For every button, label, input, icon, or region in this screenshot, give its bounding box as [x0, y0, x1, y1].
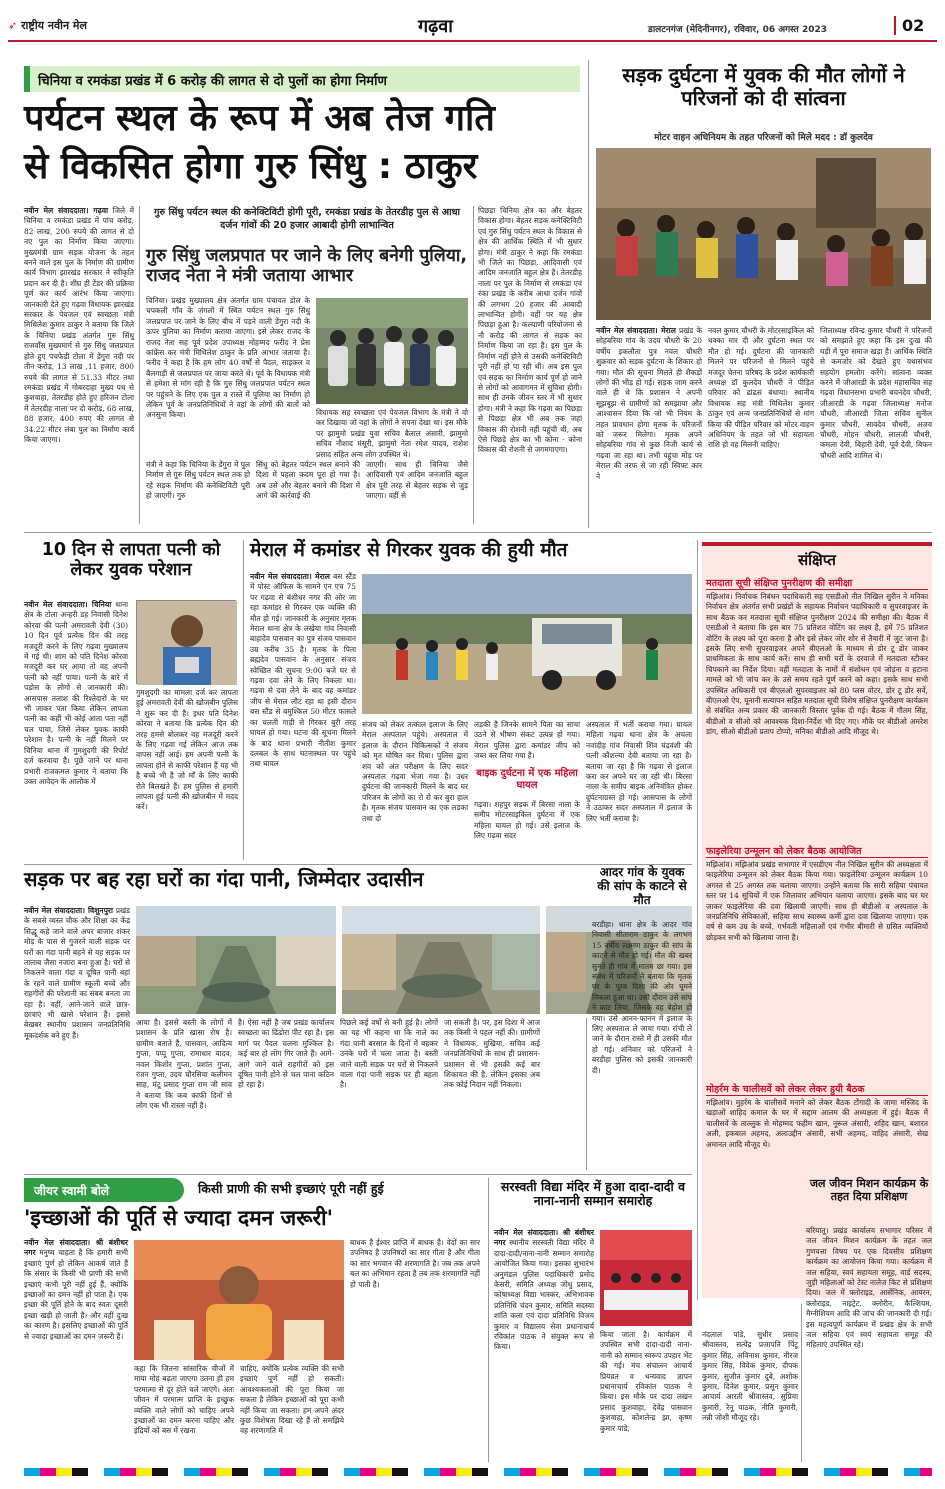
top-story-headline-2: से विकसित होगा गुरु सिंधु : ठाकुर: [24, 146, 478, 187]
jeeyar-col-4: बाधक है ईश्वर प्राप्ति में बाधक है। वेदों का सार उपनिषद है उपनिषदों का सार गीता है और गीता का सार भगवान की शरणागति है। जब तक अपने बल का अभिमान रहता है तब तक शरणागति नहीं हो पाती है।: [350, 1238, 480, 1289]
top-story-col-4: जाएगी। साथ ही चिनिया जैसे आदिवासी एवं आदिम जनजाति बहुल क्षेत्र पूरी तरह से बेहतर सड़क से जुड़ जाएगा। वहीं से: [366, 460, 468, 501]
drain-col-1: नवीन मेल संवाददाता। विशुनपुरा प्रखंड के सबसे व्यस्त चौक और शिक्षा का केंद्र सिद्धू कहे जाने वाले अपर बाजार शंकर मोड़ के पास से गुजरने वाली सड़क पर घरों का गंदा पानी बहने से यह सड़क पर तालाब जैसा नजारा बना हुआ है। घरों से निकलने वाला गंदा व दूषित पानी बहां के रहने वाले ग्रामीण स्कूली बच्चे और राहगीरों की परेशानी का सबब बनता जा रहा है। वहीं, आने-जाने वाले छात्र-छात्राएं भी खासे परेशान हैं। इससे बेखबर स्थानीय प्रशासन जनप्रतिनिधि मूकदर्शक बने हुए हैं।: [24, 906, 130, 1040]
jeeyar-kicker-text: किसी प्राणी की सभी इच्छाएं पूरी नहीं हुई: [198, 1181, 384, 1196]
training-body: बरियातू। प्रखंड कार्यालय सभागार परिसर में जल जीवन मिशन कार्यक्रम के तहत जल गुणवत्ता विषय पर एक दिवसीय प्रशिक्षण कार्यक्रम का आयोजन किया गया। कार्यक्रम में जल सहिया, स्वयं सहायता समूह, वार्ड सदस्य, जुड़ी महिलाओं को टेस्ट नालेज किट से प्रशिक्षण दिया। जल में फ्लोराइड, आर्सेनिक, आयरन, क्लोराइड, नाइट्रेट, क्लोरीन, कैल्शियम, मैग्नीशियम आदि की जांच की जानकारी दी गई। इस महत्वपूर्ण कार्यक्रम में प्रखंड क्षेत्र के सभी जल सहिया एवं स्वयं सहायता समूह की महिलाएं उपस्थित रहे।: [806, 1226, 932, 1350]
pulia-story-col-2: विधायक सह स्वच्छता एवं पेयजल विभाग के मंत्री ने वो कर दिखाया जो वहां के लोगों ने सपना देखा था। इस मौके पर झामुमो प्रखंड युवा सचिव बैलाल अंसारी, झामुमो सचिव नौशाद मंसूरी, झामुमो नेता रमेश यादव, राशेश प्रसाद सहित अन्य लोग उपस्थित थे।: [316, 408, 468, 459]
top-story-col-2: मंत्री ने कहा कि चिनिया के डेंगुरा में पुल निर्माण से गुरु सिंधु पर्यटन स्थल तक हो रहे सड़क निर्माण की कनेक्टिविटी पूरी हो जाएगी। गुरु: [146, 460, 250, 501]
top-story-col-3: सिंधु को बेहतर पर्यटन स्थल बनाने की दिशा में पहला कदम पूरा हो गया है। अब उसे और बेहतर बनाने की दिशा में आगे की कार्रवाई की: [256, 460, 360, 501]
column-rule: [801, 1304, 802, 1462]
drain-col-3: है। ऐसा नहीं है जब प्रखंड कार्यालय स्वच्छता का ढिंढोरा पीट रहा है। इस मार्ग पर पैदल चलना मुश्किल है। कई बार हो लोग गिर जाते हैं। आगे-आगे जाने वाले राहगीरों को इस दूषित पानी होने से चल पाना कठिन हो रहा है।: [238, 1018, 334, 1090]
drain-col-4: पिछले कई वर्षों से बनी हुई है। लोगों का यह भी कहना था कि नाले का गंदा पानी बरसात के दिनों में बहकर उनके घरों में चला जाता है। बस्ती जाने वाली सड़क पर घरों से निकलने वाला गंदा पानी सड़क पर ही बहता है।: [340, 1018, 438, 1090]
sankshipt-item-2-title: फाइलेरिया उन्मूलन को लेकर बैठक आयोजित: [706, 844, 928, 858]
saraswati-col-1: नवीन मेल संवाददाता। श्री बंशीधर नगर स्थानीय सरस्वती विद्या मंदिर में दादा-दादी/नाना-नानी सम्मान समारोह आयोजित किया गया। इसका शुभारंभ अनुमंडल पुलिस पदाधिकारी प्रमोद केसरी, समिति अध्यक्ष जोधु प्रसाद, कोषाध्यक्ष विद्या भास्कर, अभिभावक प्रतिनिधि चंदन कुमार, समिति सदस्या शांति कला एवं दादा प्रतिनिधि विजय कुमार व विद्यालय सेवा प्रधानाचार्य रविकांत पाठक ने संयुक्त रूप से किया।: [494, 1228, 594, 1352]
drain-photo-1: [136, 906, 336, 1014]
sankshipt-item-1-title: मतदाता सूची संक्षिप्त पुनरीक्षण की समीक्षा: [706, 576, 928, 590]
top-story-col-5: पिछड़ा चिनिया क्षेत्र का और बेहतर विकास होगा। बेहतर सड़क कनेक्टिविटी एवं गुरु सिंधु पर्यटन स्थल के विकास से क्षेत्र की आर्थिक स्थिति में भी सुधार होगा। मंत्री ठाकुर ने कहा कि रमकंडा भी जिले का पिछड़ा, आदिवासी एवं आदिम जनजाति बहुल क्षेत्र है। तेतरडीह नाला पर पुल के निर्माण से रमकंडा एवं रंका प्रखंड के करीब आधा दर्जन गांवों की लगभग 20 हजार की आबादी लाभान्वित होगी। वहीं पर यह क्षेत्र पिछड़ा हुआ है। कल्याणी परियोजना से नौ करोड़ की लागत से सड़क का निर्माण किया जा रहा है। इस पुल के निर्माण नहीं होने से उसकी कनेक्टिविटी पूरी नहीं हो पा रही थी। अब इस पुल एवं सड़क का निर्माण कार्य पूर्ण हो जाने से लोगों को आवागमन में सुविधा होगी। साथ ही उनके जीवन स्तर में भी सुधार होगा। मंत्री ने कहा कि गढ़वा का पिछड़ा से पिछड़ा क्षेत्र भी अब तक जहां विकास की रोशनी नहीं पहुंची थी, अब ऐसे पिछड़े क्षेत्र का भी कोना - कोना विकास की रोशनी से जगमगाएगा।: [478, 206, 582, 455]
drain-story-headline: सड़क पर बह रहा घरों का गंदा पानी, जिम्मेदार उदासीन: [24, 867, 424, 891]
page-number: 02: [894, 16, 924, 35]
accident-col-3: जिलाध्यक्ष रविन्द्र कुमार चौधरी ने परिजनों को समझाते हुए कहा कि इस दुःख की घड़ी में पूरा समाज खड़ा है। आर्थिक स्थिति से कमजोर को देखते हुए यथासंभव सहयोग हमलोग करेंगे। सांत्वना व्यक्त करने में जीआरडी के प्रदेश महासचिव सह गढ़वा विधानसभा प्रभारी बचनदेव चौधरी, जीआरडी के गढ़वा जिलाध्यक्ष मनोज चौधरी, जीआरडी जिला सचिव सुनील कुमार चौधरी, सावदेव चौधरी, अजय चौधरी, मोहन चौधरी, लालजी चौधरी, कमला देवी, बिहारी देवी, पूर्व देवी, बिफन चौधरी आदि शामिल थे।: [820, 326, 932, 460]
drain-photo-2: [342, 906, 540, 1014]
accident-story-subhead: मोटर वाहन अधिनियम के तहत परिजनों को मिले मदद : डॉ कुलदेव: [654, 133, 873, 143]
meral-death-headline: मेराल में कमांडर से गिरकर युवक की हुयी मौत: [250, 539, 568, 561]
dateline: डालटनगंज (मेदिनीनगर), रविवार, 06 अगस्त 2023: [648, 25, 827, 35]
accident-story-headline: सड़क दुर्घटना में युवक की मौत लोगों ने परिजनों को दी सांत्वना: [622, 63, 905, 110]
paper-logo: ➶ राष्ट्रीय नवीन मेल: [8, 19, 87, 32]
sankshipt-header: संक्षिप्त: [798, 551, 836, 569]
pulia-story-headline: गुरु सिंधु जलप्रपात पर जाने के लिए बनेगी पुलिया, राजद नेता ने मंत्री जताया आभार: [146, 246, 468, 287]
meral-col-1: नवीन मेल संवाददाता। मेराल बस स्टैंड में पोस्ट ऑफिस के सामने एन एच 75 पर गढ़वा से बंशीधर नगर की ओर जा रहा कमांडर से गिरकर एक व्यक्ति की मौत हो गई। जानकारी के अनुसार मृतक मेराल थाना क्षेत्र के लखेया गांव निवासी बाहादेव पासवान का पुत्र संजय पासवान उम्र करीब 35 है। मृतक के पिता ब्रह्मदेव पासवान के अनुसार संजय स्वेच्छित की सूचना 9:00 बजे घर से गढ़वा दवा लेने के लिए निकला था। गढ़वा से दवा लेने के बाद वह कमांडर जीप से मेराल लौट रहा था इसी दौरान बस स्टैंड से बमुश्किल 50 मीटर फासले का चलती गाड़ी से गिरकर बुरी तरह घायल हो गया। घटना की सूचना मिलने के बाद थाना प्रभारी नीतीश कुमार दलबल के साथ घटनास्थल पर पहुंचे तथा घायल: [250, 572, 356, 769]
meral-col-4: गढ़वा। शहपुर सड़क में बिरसा नाला के समीप मोटरसाइकिल दुर्घटना में एक महिला घायल हो गई। उसे इलाज के लिए गढ़वा सदर: [474, 800, 580, 841]
top-story-col-1: नवीन मेल संवाददाता। गढ़वा जिले में चिनिया व रमकंडा प्रखंड में पांच करोड़, 82 लाख, 200 रुपये की लागत से दो नए पुल का निर्माण किया जाएगा। मुख्यमंत्री ग्राम सड़क योजना के तहत बनने वाले इस पुल के निर्माण की ग्रामीण कार्य विभाग झारखंड सरकार ने स्वीकृति प्रदान कर दी है। शीघ्र ही टेंडर की प्रक्रिया पूर्ण कर कार्य आरंभ किया जाएगा। जानकारी देते हुए गढ़वा विधायक झारखंड सरकार के पेयजल एवं स्वच्छता मंत्री मिथिलेश कुमार ठाकुर ने बताया कि जिले के चिनिया प्रखंड अंतर्गत गुरु सिंधु राजवाँस मुख्यमार्ग से गुरु सिंधु जलप्रपात होते हुए पचफेड़ी टोला में डेंगुरा नदी पर तीन करोड़, 13 लाख ,11 हजार, 800 रुपये की लागत से 51.33 मीटर तथा रमकंडा प्रखंड में गोबरदाहा मुख्य पथ से कुशवाहा, तेतरडीह होते हुए हरिजन टोला में तेतरडीह नाला पर दो करोड़, 68 लाख, 88 हजार, 400 रुपए की लागत से 34.22 मीटर लंबा पुल का निर्माण कार्य किया जाएगा।: [24, 206, 134, 444]
accident-col-1: नवीन मेल संवाददाता। मेराल प्रखंड के सोहबरिया गांव के उदय चौधरी के 20 वर्षीय इकलौता पुत्र नवल चौधरी शुक्रवार को सड़क दुर्घटना के शिकार हो गया। मौत की सूचना मिलते ही शैकड़ों लोगों की भीड़ हो गई। सड़क जाम करने वाले ही थे कि प्रशासन ने अपनी सूझबूझ से ग्रामीणों को समझाया और आश्वासन दिया कि जो भी नियम के तहत प्रावधान होगा मृतक के परिजनों को जरूर मिलेगा। मृतक अपने सोहबरिया गांव से कुछ निजी कार्य से गढ़वा जा रहा था। तभी पहुंचा मोड़ पर मेराल की तरफ से जा रही स्विफ्ट कार ने: [596, 326, 702, 481]
bike-accident-headline: बाइक दुर्घटना में एक महिला घायल: [476, 768, 578, 791]
meral-col-2: संजय को लेकर तत्काल इलाज के लिए मेराल अस्पताल पहुंचे। अस्पताल में इलाज के दौरान चिकित्सकों ने संजय को मृत घोषित कर दिया। पुलिस द्वारा शव को अंत परीक्षण के लिए सदर अस्पताल गढ़वा भेजा गया है। उधर दुर्घटना की जानकारी मिलने के बाद घर परिजन के लोगों का रो रो कर बुरा हाल है। मृतक संजय पासवान का एक लड़का तथा दो: [362, 720, 468, 823]
missing-wife-col-2: गुमशुदगी का मामला दर्ज कर लापता हुई अमरावती देवी की खोजबीन पुलिस ने शुरू कर दी है। इधर पति दिनेश कोरवा ने बताया कि प्रत्येक दिन की तरह हमसे बोलकर वह मजदूरी करने के लिए गढ़वा गई लेकिन आज तक वापस नहीं आई। हम अपनी पत्नी के लापता होने से काफी परेशान हैं यह भी है बच्चे भी है जो माँ के लिए काफी रोते बिलखते हैं। हम पुलिस से हमारी लापता हुई पत्नी की खोजबीन में मदद करें।: [136, 688, 238, 812]
training-headline: जल जीवन मिशन कार्यक्रम के तहत दिया प्रशिक्षण: [809, 1177, 929, 1203]
jeeyar-photo: [134, 1240, 344, 1360]
saraswati-col-2: किया जाता है। कार्यक्रम में उपस्थित सभी दादा-दादी नाना-नानी को सम्मान स्वरूप उपहार भेंट की गई। मंच संचालन आचार्य प्रियव्रत व धन्यवाद ज्ञापन प्रधानाचार्य रविकांत पाठक ने किया। इस मौके पर दादा लखन प्रसाद कुशवाहा, देवेंद्र पासवान कुशवाहा, कोशलेन्द्र झा, कृष्ण कुमार पांडे,: [600, 1330, 692, 1433]
sankshipt-item-3-title: मोहर्रम के चालीसवें को लेकर लेकर हुयी बैठक: [706, 1082, 928, 1096]
meral-col-5: अस्पताल में भर्ती कराया गया। घायल महिला गढ़वा थाना क्षेत्र के अचला नवादीह गांव निवासी शिव चंद्रवंशी की पत्नी कौशल्या देवी बताया जा रहा है। बताया जा रहा है कि गढ़वा से इलाज करा कर अपने घर जा रही थी। बिरसा नाला के समीप बाइक अनियंत्रित होकर दुर्घटनाग्रस्त हो गई। आसपास के लोगों ने उठाकर सदर अस्पताल में इलाज के लिए भर्ती कराया है।: [586, 720, 692, 823]
saraswati-headline: सरस्वती विद्या मंदिर में हुआ दादा-दादी व नाना-नानी सम्मान समारोह: [500, 1179, 686, 1209]
drain-col-5: जा सकती है। पर, इस दिशा में आज तक किसी ने पहल नहीं की। ग्रामीणों ने विधायक, मुखिया, सचिव कई जनप्रतिनिधियों के साथ ही प्रशासन-प्रशासन से भी इसकी कई बार शिकायत की है, लेकिन इसका अब तक कोई निदान नहीं निकला।: [444, 1018, 540, 1090]
top-story-subhead: गुरु सिंधु पर्यटन स्थल की कनेक्टिविटी होगी पूरी, रमकंडा प्रखंड के तेतरडीह पुल से आधा दर्जन गांवों की 20 हजार आबादी होगी लाभान्वित: [154, 207, 460, 231]
color-registration-strip: [24, 1468, 932, 1476]
pulia-story-col-1: चिनिया। प्रखंड मुख्यालय क्षेत्र अंतर्गत ग्राम पंचायत डोल के चपकली गाँव के जंगलों में स्थित पर्यटन स्थल गुरु सिंधु जलप्रपात पर जाने के लिए बीच में पड़ने वाली डेंगुरा नदी के ऊपर पुलिया का निर्माण कराया जाएगा। इसे लेकर राजद के राजद नेता सह पूर्व प्रदेश उपाध्यक्ष मोहम्मद फरीद ने प्रेस कांफ्रेंस कर मंत्री मिथिलेश ठाकुर के प्रति आभार जताया है। फरीद ने कहा है कि हम लोग 40 वर्षों से पैदल, साइकल व बैलगाड़ी से जलप्रपात पर जाया करते थे। पूर्व के विधायक मंत्री से हमेशा से मांग रही है कि गुरु सिंधु जलप्रपात पर्यटन स्थल पर पहुंचने के लिए एक पुल व रास्ते में पुलिया का निर्माण हो लेकिन पूर्व के जनप्रतिनिधियों ने वहां के लोगों की बातों को अनसुना किया।: [146, 296, 310, 420]
jeeyar-col-1: नवीन मेल संवाददाता। श्री बंशीधर नगर मनुष्य चाहता है कि हमारी सभी इच्छाएं पूर्ण हो लेकिन आकर्ष जाते हैं कि संसार के किसी भी प्राणी की सभी इच्छाएं कभी पूरी नहीं हुई हैं, क्योंकि इच्छाओं का दमन नहीं हो पाता है। एक इच्छा की पूर्ति होने के बाद स्वतः दूसरी इच्छा खड़ी हो जाती है। और वहीं दुःख का कारण है। इसलिए इच्छाओं की पूर्ति से ज्यादा इच्छाओं का दमन जरूरी है।: [24, 1238, 129, 1341]
saraswati-photo: [600, 1230, 692, 1326]
section-rule: [24, 1174, 692, 1175]
sankshipt-item-3-body: मझिआंव। मुहर्रम के चालीसवें मनाने को लेकर बैठक टोंगादी के जामा मस्जिद के खड़ाओं शाहिद कमाल के घर में सद्दाम आलम की अध्यक्षता में हुई। बैठक में चालीसवें के ताल्लुक से मोहम्मद फहीम खान, नूरूल अंसारी, शहिद खान, बशारत अली, इकबाल अहमद, अलाउद्दीन अंसारी, सभी अहमद, वाहिद अंसारी, सेख अमानत आदि मौजूद थे।: [706, 1098, 928, 1149]
column-rule: [473, 206, 474, 524]
jeeyar-headline: 'इच्छाओं की पूर्ति से ज्यादा दमन जरूरी': [24, 1206, 333, 1230]
column-rule: [586, 1018, 587, 1170]
masthead-rule: [8, 40, 937, 42]
meral-photo: [362, 574, 692, 714]
missing-wife-col-1: नवीन मेल संवाददाता। चिनिया थाना क्षेत्र के टोला अन्हरी डह निवासी दिनेश कोरवा की पत्नी अमरावती देवी (30) 10 दिन पूर्व प्रत्येक दिन की तरह मजदूरी करने के लिए गढ़वा मुख्यालय में गई थी। शाम को पति दिनेश कोरवा मजदूरी कर घर आया तो वह अपनी पत्नी को नहीं पाया। पत्नी के बारे में पड़ोस के लोगों से जानकारी की। आसपास तलाश की रिश्तेदारों के घर भी जाकर पता किया लेकिन लापता पत्नी का कहीं भी कोई आता पता नहीं चल पाया, जिसे लेकर युवक काफी परेशान है। पत्नी के नहीं मिलने पर चिनिया थाना में गुमशुदगी की रिपोर्ट दर्ज करवाया है। पूछे जाने पर थाना प्रभारी राजकमल कुमार ने बताया कि उक्त आवेदन के आलोक में: [24, 600, 128, 786]
top-story-headline-1: पर्यटन स्थल के रूप में अब तेज गति: [24, 98, 495, 139]
sankshipt-item-1-body: मझिआंव। निर्वाचक निबंधन पदाधिकारी सह एसडीओ नीत निखिल सुरीन ने मनिका निर्वाचन क्षेत्र अंतर्गत सभी प्रखंडों के सहायक निर्वाचन पदाधिकारी व सुपरवाइजर के साथ बैठक कर मतदाता सूची संक्षिप्त पुनरीक्षण 2024 की समीक्षा की। बैठक में एसडीओ ने बताया कि इस बार 75 प्रतिशत वोटिंग का लक्ष्य है, हमें 75 प्रतिशत वोटिंग के लक्ष्य को पूरा करना है और इसे लेकर जोर शोर से तैयारी में जुट जाना है। इसके लिए सभी सुपरवाइजर अपने बीएलओ के माध्यम से डोर टू डोर जाकर प्राथमिकता के साथ कार्य करें। साथ ही सभी घरों के दरवाजे में मतदाता स्टीकर चिपकाने का निर्देश दिया। वहीं मतदाता के नामों में संशोधन एवं जोड़ना व हटाना मामले को भी जांच कर के उसे समय रहते पूर्ण करने को कहा। इसके साथ सभी उपस्थित अधिकारी एवं बीएलओ सुपरवाइजर को 80 प्लस वोटर, डोर टू डोर सर्वे, बीएलओ ऐप, यूनानी सत्यापन सहित मतदाता सूची विशेष संक्षिप्त पुनरीक्षण कार्यक्रम से संबंधित अन्य प्रकार की जानकारी विस्तार पूर्वक दी गई। बैठक में गौतम सिंह, बीडीओ व सीओ को आवश्यक दिशा-निर्देश भी दिए गए। मौके पर बीडीओ अमरेश डांग, सीओ बीडीओ प्रताप टोप्पो, मनिका बीडीओ आदि मौजूद थे।: [706, 592, 928, 737]
top-story-kicker: चिनिया व रमकंडा प्रखंड में 6 करोड़ की लागत से दो पुलों का होगा निर्माण: [24, 66, 580, 92]
jeeyar-kicker-label: जीयर स्वामी बोले: [24, 1178, 184, 1202]
masthead: [8, 8, 937, 48]
column-rule: [139, 206, 140, 524]
missing-wife-photo: [136, 600, 236, 684]
missing-wife-headline: 10 दिन से लापता पत्नी को लेकर युवक परेशान: [41, 540, 221, 581]
column-rule: [243, 540, 244, 860]
section-rule: [24, 532, 932, 533]
column-rule: [488, 1178, 489, 1462]
jeeyar-col-3: चाहिए, क्योंकि प्रत्येक व्यक्ति की सभी इच्छाएं पूर्ण नहीं हो सकती। आवश्यकताओं की पूरा किया जा सकता है लेकिन इच्छाओं को पूरा कभी नहीं किया जा सकता। हम अपने अंदर कुछ विशेषता दिखा रहे हैं तो समझिये वह शरणागति में: [240, 1364, 344, 1436]
bird-icon: ➶: [8, 19, 18, 32]
jeeyar-col-2: कहा कि जितना सांसारिक चीजों में माया मोह बढ़ता जाएगा उतना ही हम परमात्मा से दूर होते चले जाएंगे। अतः जीवन में परमात्म प्राप्ति के इच्छुक व्यक्ति वाले लोगों को चाहिए अपने इच्छाओं का दमन करना चाहिए और इंद्रियों को बस में रखना: [134, 1364, 234, 1436]
snake-story-headline: आदर गांव के युवक की सांप के काटने से मौत: [597, 865, 687, 907]
column-rule: [588, 60, 589, 528]
accident-photo: [596, 148, 931, 320]
section-rule: [24, 864, 692, 865]
pulia-photo: [316, 298, 468, 404]
meral-col-3: लड़की है जिनके सामने पिता का साया उठने से भीषण संकट उत्पन्न हो गया। मेराल पुलिस द्वारा कमांडर जीप को जब्त कर लिया गया है।: [474, 720, 580, 761]
section-title: गढ़वा: [418, 16, 453, 37]
accident-col-2: नवल कुमार चौधरी के मोटरसाइकिल को धक्का मार दी और दुर्घटना स्थल पर मौत हो गई। दुर्घटना की जानकारी मिलने पर परिजनों से मिलने पहुंचे मजदूर चेतना परिषद के प्रदेश कार्यकारी अध्यक्ष डॉ कुलदेव चौधरी ने पीड़ित परिवार को ढांढस बंधाया। स्थानीय विधायक सह मंत्री मिथिलेश कुमार ठाकुर एवं अन्य जनप्रतिनिधियों से मांग किया की पीड़ित परिवार को मोटर वाहन अधिनियम के तहत जो भी सहायता राशि हो वह मिलनी चाहिए।: [708, 326, 814, 450]
column-rule: [697, 540, 698, 1300]
sankshipt-item-2-body: मझिआंव। मझिआंव प्रखंड सभागार में एसडीएम नीत निखिल सुरीन की अध्यक्षता में फाइलेरिया उन्मूलन को लेकर बैठक किया गया। फाइलेरिया उन्मूलन कार्यक्रम 10 अगस्त से 25 अगस्त तक चलाया जाएगा। उन्होंने बताया कि सारी सहिया पंचायत स्तर पर 14 सूचियों में एक जिलावार अभियान चलाया जाएगा। इसके बाद घर घर जाकर फाइलेरिया की दवा खिलायी जाएगी। साथ ही बीडीओ व अस्पताल के जनप्रतिनिधि सेविकाओं, सहिया साथ स्वास्थ्य कर्मी द्वारा दवा खिलाया जाएगा। एक वर्ष से कम उम्र के बच्चे, गर्भवती महिलाओं एवं गंभीर बीमारी से ग्रसित व्यक्तियों छोड़कर सभी को खिलाया जाना है।: [706, 860, 928, 942]
saraswati-col-3: नंदलाल पांडे, सुधीर प्रसाद श्रीवास्तव, सत्येंद्र प्रजापति पिंटू कुमार सिंह, अविनाश कुमार, नीरज कुमार सिंह, विवेक कुमार, दीपक कुमार, सुजीत कुमार दुबे, अशोक कुमार, दिनेश कुमार, प्रसून कुमार आचार्य आरती श्रीवास्तव, सुप्रिया कुमारी, रेनू पाठक, नीति कुमारी, तन्नी जोशी मौजूद रहे।: [702, 1330, 798, 1423]
drain-col-2: आया है। इससे बस्ती के लोगों में प्रशासन के प्रति खासा रोष है। ग्रामीण बताते हैं, पासवान, आदित्य गुप्ता, पप्पू गुप्ता, रामाधार यादव, नवल किशोर गुप्ता, प्रशांत गुप्ता, रंजन गुप्ता, उदय चौरसिया कलीमन साह, मंटू प्रसाद गुप्ता राम जी साव ने बताया कि कब काफी दिनों से लोग एक भी रास्ता नहीं है।: [136, 1018, 232, 1111]
snake-story-body: बरडीहा। थाना क्षेत्र के आदर गांव निवासी सीताराम ठाकुर के लगभग 15 वर्षीय लक्ष्मण ठाकुर की सांप के काटने से मौत हो गई। मौत की खबर सुनते ही गांव में मातम छा गया। इस संबंध में परिजनों ने बताया कि मृतक घर के पूरब दिशा की ओर घूमने निकला हुआ था। उसी दौरान उसे सांप ने काट लिया, जिसके वह बेहोश हो गया। उसे आनन-फानन में इलाज के लिए अस्पताल ले जाया गया। रांची ले जाने के दौरान रास्ते में ही उसकी मौत हो गई। शनिवार को परिजनों ने बरडीहा पुलिस को इसकी जानकारी दी।: [592, 920, 692, 1075]
